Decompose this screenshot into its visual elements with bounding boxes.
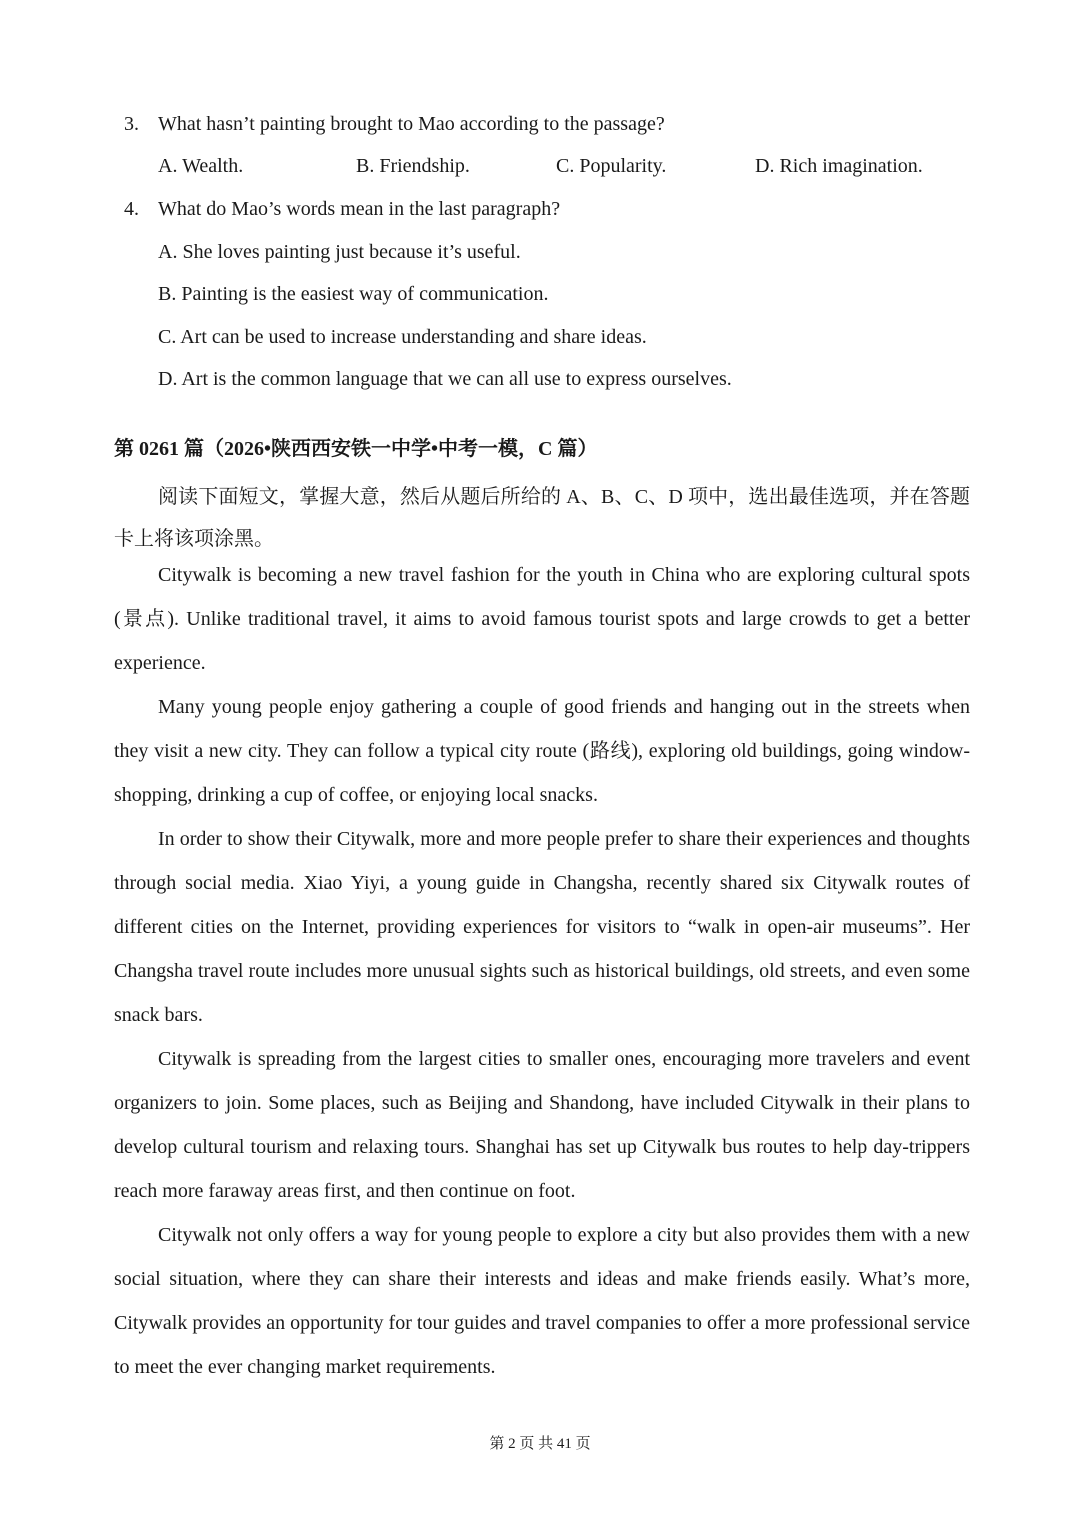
question-3-options — [158, 152, 958, 180]
section-title: 第 0261 篇（2026•陕西西安铁一中学•中考一模，C 篇） — [114, 438, 598, 460]
option-c: C. Popularity. — [556, 155, 667, 177]
question-number: 3. — [124, 113, 139, 135]
instructions: 阅读下面短文，掌握大意，然后从题后所给的 A、B、C、D 项中，选出最佳选项，并在答题卡上将该项涂黑。 — [114, 486, 970, 550]
passage-paragraph: In order to show their Citywalk, more and more people prefer to share their experiences and thoughts through social media. Xiao Yiyi, a young guide in Changsha, recently shared six Citywalk routes of different cities on the Internet, providing experiences for visitors to “walk in open-air museums”. Her Changsha travel route includes more unusual sights such as historical buildings, old streets, and even some snack bars. — [114, 828, 970, 1026]
passage-paragraph: Citywalk not only offers a way for young people to explore a city but also provides them with a new social situation, where they can share their interests and ideas and make friends easily. What’s more, Citywalk provides an opportunity for tour guides and travel companies to offer a more professional service to meet the ever changing market requirements. — [114, 1224, 970, 1378]
option-d: D. Art is the common language that we can all use to express ourselves. — [158, 368, 732, 390]
option-b: B. Friendship. — [356, 155, 470, 177]
option-b: B. Painting is the easiest way of communication. — [158, 283, 549, 305]
passage-paragraph: Citywalk is becoming a new travel fashion for the youth in China who are exploring cultural spots (景点). Unlike traditional travel, it aims to avoid famous tourist spots and large crowds to get a better experience. — [114, 564, 970, 674]
question-4 — [124, 195, 560, 223]
option-a: A. She loves painting just because it’s useful. — [158, 241, 521, 263]
passage-paragraph: Many young people enjoy gathering a couple of good friends and hanging out in the streets when they visit a new city. They can follow a typical city route (路线), exploring old buildings, going window-shopping, drinking a cup of coffee, or enjoying local snacks. — [114, 696, 970, 806]
option-a: A. Wealth. — [158, 155, 244, 177]
option-d: D. Rich imagination. — [755, 155, 923, 177]
question-3 — [124, 110, 665, 138]
passage-paragraph: Citywalk is spreading from the largest cities to smaller ones, encouraging more travelers and event organizers to join. Some places, such as Beijing and Shandong, have included Citywalk in their plans to develop cultural tourism and relaxing tours. Shanghai has set up Citywalk bus routes to help day-trippers reach more faraway areas first, and then continue on foot. — [114, 1048, 970, 1202]
page-footer: 第 2 页 共 41 页 — [489, 1436, 591, 1452]
option-c: C. Art can be used to increase understanding and share ideas. — [158, 326, 647, 348]
question-text: What hasn’t painting brought to Mao according to the passage? — [158, 113, 665, 135]
question-text: What do Mao’s words mean in the last paragraph? — [158, 198, 561, 220]
passage — [114, 553, 970, 1389]
question-number: 4. — [124, 198, 139, 220]
